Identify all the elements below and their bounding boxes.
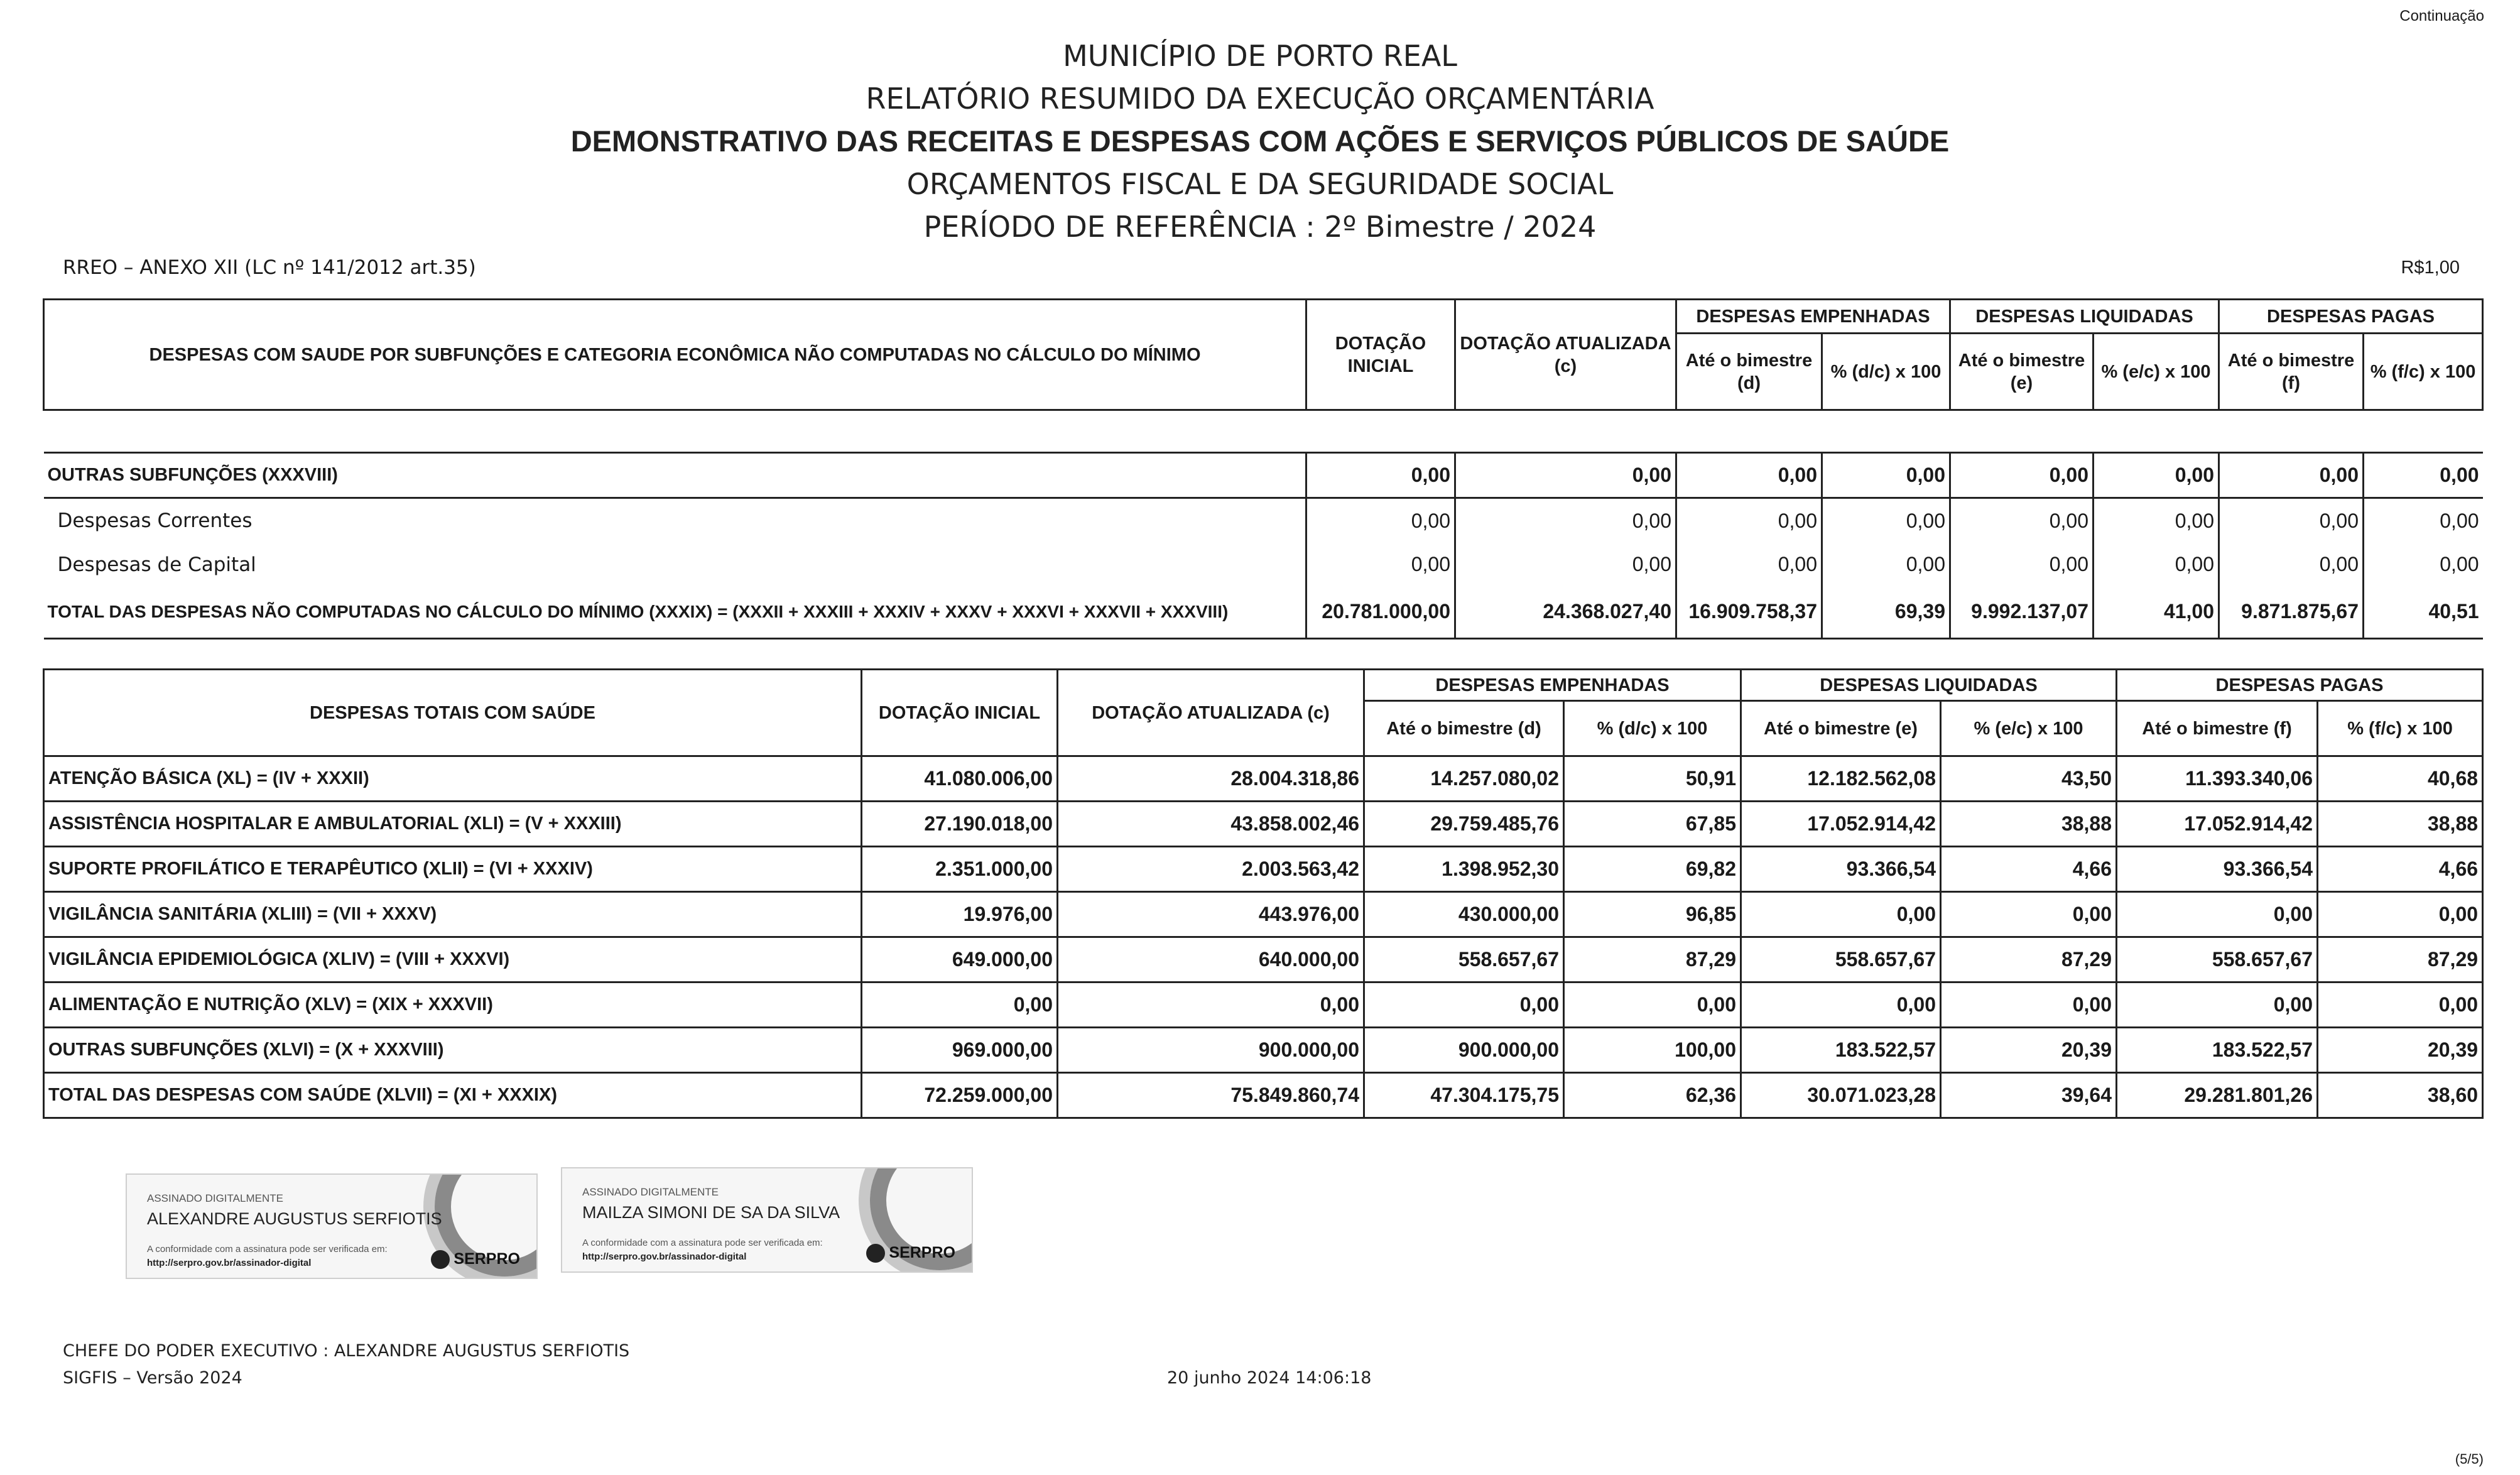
cell-value: 69,82 [1564, 847, 1741, 892]
table-row [44, 1028, 2483, 1073]
cell-value: 0,00 [1741, 892, 1941, 937]
cell-value: 0,00 [1950, 453, 2094, 498]
municipality-title: MUNICÍPIO DE PORTO REAL [1063, 39, 1457, 73]
header-dotacao-atualizada: DOTAÇÃO ATUALIZADA (c) [1455, 300, 1676, 410]
header-pct-f: % (f/c) x 100 [2364, 334, 2483, 410]
table-row [44, 982, 2483, 1028]
table-row [44, 453, 2483, 498]
cell-value: 969.000,00 [862, 1028, 1058, 1073]
verify-url: http://serpro.gov.br/assinador-digital [582, 1251, 747, 1262]
cell-value: 2.351.000,00 [862, 847, 1058, 892]
currency-unit: R$1,00 [2401, 258, 2460, 278]
cell-value: 0,00 [1822, 453, 1950, 498]
table-row [44, 756, 2483, 802]
header-ate-f: Até o bimestre (f) [2117, 701, 2318, 756]
header-ate-e: Até o bimestre (e) [1950, 334, 2094, 410]
signer-name: MAILZA SIMONI DE SA DA SILVA [582, 1203, 840, 1222]
row-label: OUTRAS SUBFUNÇÕES (XLVI) = (X + XXXVIII) [44, 1028, 862, 1073]
header-pct-d: % (d/c) x 100 [1822, 334, 1950, 410]
cell-value: 0,00 [1950, 543, 2094, 586]
cell-value: 0,00 [1455, 498, 1676, 543]
header-empenhadas: DESPESAS EMPENHADAS [1364, 670, 1741, 701]
row-label: ALIMENTAÇÃO E NUTRIÇÃO (XLV) = (XIX + XXXVII) [44, 982, 862, 1028]
period-title: PERÍODO DE REFERÊNCIA : 2º Bimestre / 2024 [923, 210, 1597, 244]
cell-value: 0,00 [1306, 453, 1455, 498]
cell-value: 0,00 [2219, 498, 2364, 543]
header-dotacao-atualizada: DOTAÇÃO ATUALIZADA (c) [1058, 670, 1364, 756]
cell-value: 0,00 [2094, 498, 2219, 543]
header-title: DESPESAS COM SAUDE POR SUBFUNÇÕES E CATEGORIA ECONÔMICA NÃO COMPUTADAS NO CÁLCULO DO MÍNIMO [44, 300, 1306, 410]
continuation-label: Continuação [2399, 8, 2484, 24]
cell-value: 20.781.000,00 [1306, 586, 1455, 639]
brand-label: SERPRO [453, 1249, 520, 1268]
digital-signature-stamp [126, 1173, 538, 1279]
cell-value: 0,00 [2318, 982, 2483, 1028]
cell-value: 0,00 [1941, 892, 2117, 937]
cell-value: 20,39 [2318, 1028, 2483, 1073]
cell-value: 0,00 [2219, 453, 2364, 498]
row-label: Despesas de Capital [57, 553, 256, 576]
row-label: ASSISTÊNCIA HOSPITALAR E AMBULATORIAL (XLI) = (V + XXXIII) [44, 802, 862, 847]
cell-value: 0,00 [1306, 498, 1455, 543]
cell-value: 47.304.175,75 [1364, 1073, 1564, 1118]
cell-value: 0,00 [2364, 498, 2483, 543]
cell-value: 0,00 [2219, 543, 2364, 586]
digital-signature-stamp [561, 1167, 973, 1273]
cell-value: 11.393.340,06 [2117, 756, 2318, 802]
header-liquidadas: DESPESAS LIQUIDADAS [1741, 670, 2117, 701]
signature-tag: ASSINADO DIGITALMENTE [582, 1186, 719, 1198]
cell-value: 28.004.318,86 [1058, 756, 1364, 802]
statement-title: DEMONSTRATIVO DAS RECEITAS E DESPESAS COM AÇÕES E SERVIÇOS PÚBLICOS DE SAÚDE [570, 124, 1950, 158]
verify-note: A conformidade com a assinatura pode ser verificada em: [582, 1238, 823, 1248]
cell-value: 640.000,00 [1058, 937, 1364, 982]
cell-value: 87,29 [1564, 937, 1741, 982]
row-label: VIGILÂNCIA EPIDEMIOLÓGICA (XLIV) = (VIII + XXXVI) [44, 937, 862, 982]
cell-value: 75.849.860,74 [1058, 1073, 1364, 1118]
cell-value: 9.992.137,07 [1950, 586, 2094, 639]
non-computed-expenses-table [43, 298, 2484, 640]
row-label: SUPORTE PROFILÁTICO E TERAPÊUTICO (XLII) = (VI + XXXIV) [44, 847, 862, 892]
cell-value: 0,00 [1676, 453, 1822, 498]
cell-value: 38,60 [2318, 1073, 2483, 1118]
cell-value: 19.976,00 [862, 892, 1058, 937]
cell-value: 93.366,54 [2117, 847, 2318, 892]
cell-value: 649.000,00 [862, 937, 1058, 982]
header-pagas: DESPESAS PAGAS [2219, 300, 2483, 334]
header-dotacao-inicial: DOTAÇÃO INICIAL [1306, 300, 1455, 410]
cell-value: 40,68 [2318, 756, 2483, 802]
report-title: RELATÓRIO RESUMIDO DA EXECUÇÃO ORÇAMENTÁRIA [866, 82, 1654, 116]
cell-value: 0,00 [1676, 498, 1822, 543]
table-row-total [44, 586, 2483, 639]
cell-value: 20,39 [1941, 1028, 2117, 1073]
cell-value: 0,00 [2364, 453, 2483, 498]
header-ate-e: Até o bimestre (e) [1741, 701, 1941, 756]
cell-value: 87,29 [2318, 937, 2483, 982]
cell-value: 39,64 [1941, 1073, 2117, 1118]
header-ate-d: Até o bimestre (d) [1364, 701, 1564, 756]
header-pct-e: % (e/c) x 100 [1941, 701, 2117, 756]
cell-value: 0,00 [1822, 498, 1950, 543]
cell-value: 0,00 [2094, 453, 2219, 498]
cell-value: 0,00 [2364, 543, 2483, 586]
cell-value: 69,39 [1822, 586, 1950, 639]
system-version: SIGFIS – Versão 2024 [63, 1368, 242, 1388]
cell-value: 16.909.758,37 [1676, 586, 1822, 639]
header-ate-d: Até o bimestre (d) [1676, 334, 1822, 410]
cell-value: 27.190.018,00 [862, 802, 1058, 847]
cell-value: 12.182.562,08 [1741, 756, 1941, 802]
cell-value: 558.657,67 [1364, 937, 1564, 982]
cell-value: 0,00 [1950, 498, 2094, 543]
row-label: TOTAL DAS DESPESAS COM SAÚDE (XLVII) = (XI + XXXIX) [44, 1073, 862, 1118]
signature-tag: ASSINADO DIGITALMENTE [147, 1192, 283, 1204]
cell-value: 183.522,57 [1741, 1028, 1941, 1073]
annex-label: RREO – ANEXO XII (LC nº 141/2012 art.35) [63, 256, 476, 279]
cell-value: 4,66 [1941, 847, 2117, 892]
cell-value: 96,85 [1564, 892, 1741, 937]
verify-url: http://serpro.gov.br/assinador-digital [147, 1258, 312, 1268]
cell-value: 41,00 [2094, 586, 2219, 639]
cell-value: 29.759.485,76 [1364, 802, 1564, 847]
table-row [44, 802, 2483, 847]
table-row-total [44, 1073, 2483, 1118]
header-pct-f: % (f/c) x 100 [2318, 701, 2483, 756]
header-dotacao-inicial: DOTAÇÃO INICIAL [862, 670, 1058, 756]
total-health-expenses-table [43, 668, 2484, 1119]
cell-value: 0,00 [2094, 543, 2219, 586]
cell-value: 41.080.006,00 [862, 756, 1058, 802]
cell-value: 38,88 [1941, 802, 2117, 847]
header-pct-e: % (e/c) x 100 [2094, 334, 2219, 410]
header-ate-f: Até o bimestre (f) [2219, 334, 2364, 410]
cell-value: 43.858.002,46 [1058, 802, 1364, 847]
cell-value: 100,00 [1564, 1028, 1741, 1073]
verify-note: A conformidade com a assinatura pode ser verificada em: [147, 1244, 388, 1255]
header-empenhadas: DESPESAS EMPENHADAS [1676, 300, 1950, 334]
cell-value: 0,00 [1364, 982, 1564, 1028]
serpro-logo-icon [431, 1250, 450, 1269]
cell-value: 17.052.914,42 [2117, 802, 2318, 847]
cell-value: 0,00 [1564, 982, 1741, 1028]
cell-value: 0,00 [1741, 982, 1941, 1028]
cell-value: 900.000,00 [1058, 1028, 1364, 1073]
cell-value: 1.398.952,30 [1364, 847, 1564, 892]
serpro-logo-icon [866, 1244, 885, 1263]
cell-value: 0,00 [2117, 982, 2318, 1028]
table-row [44, 847, 2483, 892]
cell-value: 9.871.875,67 [2219, 586, 2364, 639]
header-liquidadas: DESPESAS LIQUIDADAS [1950, 300, 2219, 334]
cell-value: 87,29 [1941, 937, 2117, 982]
cell-value: 93.366,54 [1741, 847, 1941, 892]
cell-value: 430.000,00 [1364, 892, 1564, 937]
cell-value: 29.281.801,26 [2117, 1073, 2318, 1118]
serpro-logo [866, 1244, 955, 1263]
cell-value: 67,85 [1564, 802, 1741, 847]
cell-value: 558.657,67 [2117, 937, 2318, 982]
cell-value: 183.522,57 [2117, 1028, 2318, 1073]
cell-value: 4,66 [2318, 847, 2483, 892]
page-number: (5/5) [2455, 1451, 2484, 1467]
cell-value: 24.368.027,40 [1455, 586, 1676, 639]
table-row [44, 937, 2483, 982]
serpro-logo [431, 1250, 520, 1269]
cell-value: 0,00 [1306, 543, 1455, 586]
cell-value: 443.976,00 [1058, 892, 1364, 937]
cell-value: 558.657,67 [1741, 937, 1941, 982]
cell-value: 0,00 [1455, 453, 1676, 498]
cell-value: 0,00 [1822, 543, 1950, 586]
table-row [44, 543, 2483, 586]
cell-value: 0,00 [1676, 543, 1822, 586]
budget-title: ORÇAMENTOS FISCAL E DA SEGURIDADE SOCIAL [906, 167, 1614, 201]
header-pagas: DESPESAS PAGAS [2117, 670, 2483, 701]
cell-value: 0,00 [1455, 543, 1676, 586]
cell-value: 30.071.023,28 [1741, 1073, 1941, 1118]
brand-label: SERPRO [889, 1243, 955, 1261]
header-title: DESPESAS TOTAIS COM SAÚDE [44, 670, 862, 756]
cell-value: 62,36 [1564, 1073, 1741, 1118]
cell-value: 14.257.080,02 [1364, 756, 1564, 802]
cell-value: 0,00 [1058, 982, 1364, 1028]
row-label: OUTRAS SUBFUNÇÕES (XXXVIII) [44, 453, 1306, 498]
cell-value: 40,51 [2364, 586, 2483, 639]
cell-value: 38,88 [2318, 802, 2483, 847]
cell-value: 0,00 [2318, 892, 2483, 937]
row-label: VIGILÂNCIA SANITÁRIA (XLIII) = (VII + XXXV) [44, 892, 862, 937]
row-label: ATENÇÃO BÁSICA (XL) = (IV + XXXII) [44, 756, 862, 802]
header-pct-d: % (d/c) x 100 [1564, 701, 1741, 756]
row-label: Despesas Correntes [57, 509, 253, 533]
signer-name: ALEXANDRE AUGUSTUS SERFIOTIS [147, 1209, 442, 1228]
cell-value: 50,91 [1564, 756, 1741, 802]
cell-value: 0,00 [2117, 892, 2318, 937]
cell-value: 0,00 [1941, 982, 2117, 1028]
executive-chief: CHEFE DO PODER EXECUTIVO : ALEXANDRE AUGUSTUS SERFIOTIS [63, 1341, 630, 1361]
cell-value: 900.000,00 [1364, 1028, 1564, 1073]
row-label: TOTAL DAS DESPESAS NÃO COMPUTADAS NO CÁLCULO DO MÍNIMO (XXXIX) = (XXXII + XXXIII + XXXIV + XXXV + XXXVI + XXXVII + XXXVIII) [47, 602, 1229, 622]
table-row [44, 498, 2483, 543]
cell-value: 43,50 [1941, 756, 2117, 802]
cell-value: 17.052.914,42 [1741, 802, 1941, 847]
cell-value: 2.003.563,42 [1058, 847, 1364, 892]
generated-timestamp: 20 junho 2024 14:06:18 [1167, 1368, 1372, 1388]
cell-value: 0,00 [862, 982, 1058, 1028]
table-row [44, 892, 2483, 937]
cell-value: 72.259.000,00 [862, 1073, 1058, 1118]
